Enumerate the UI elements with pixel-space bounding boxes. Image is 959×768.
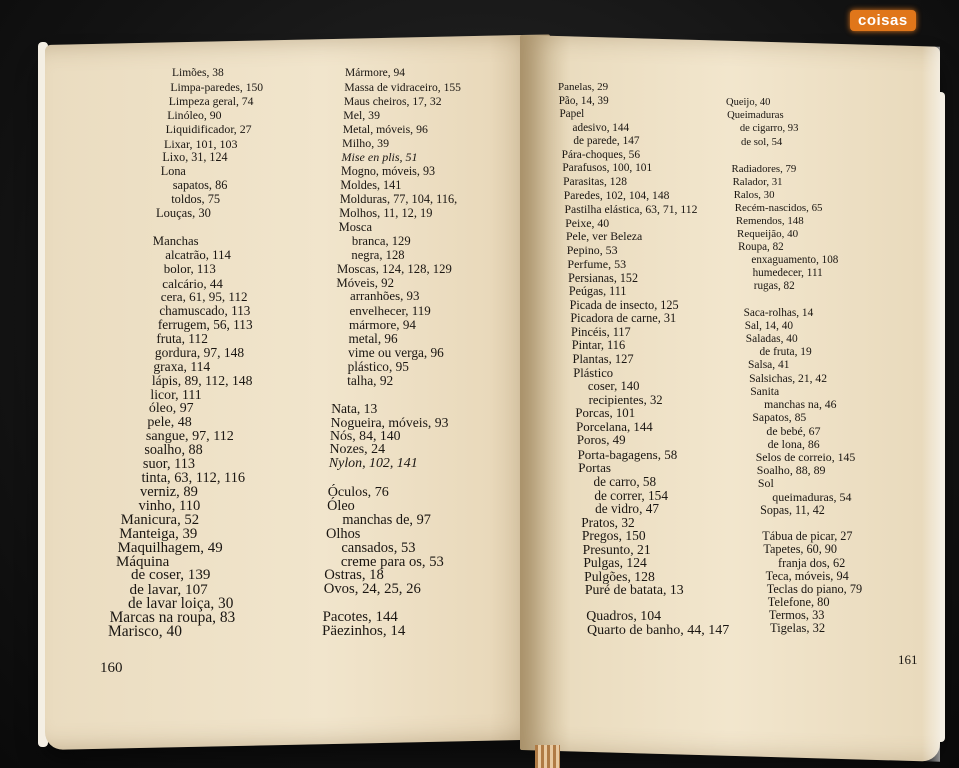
index-entry: adesivo, 144 xyxy=(572,121,630,134)
index-entry: Louças, 30 xyxy=(156,206,211,220)
index-entry: Mosca xyxy=(338,219,372,234)
index-entry: Plástico xyxy=(573,365,614,380)
index-entry: Molhos, 11, 12, 19 xyxy=(339,206,433,220)
index-entry: vinho, 110 xyxy=(138,497,201,514)
index-entry: Nós, 84, 140 xyxy=(330,428,401,444)
index-entry: mármore, 94 xyxy=(349,317,416,333)
index-entry: Milho, 39 xyxy=(342,135,390,150)
index-entry: Liquidificador, 27 xyxy=(165,121,252,136)
index-entry: Lixo, 31, 124 xyxy=(162,150,228,165)
index-entry: Saca-rolhas, 14 xyxy=(743,306,814,319)
index-entry: Maquilhagem, 49 xyxy=(117,539,223,556)
index-entry: manchas na, 46 xyxy=(764,398,837,412)
index-entry: queimaduras, 54 xyxy=(772,490,852,504)
index-entry: licor, 111 xyxy=(150,386,202,402)
index-entry: Quadros, 104 xyxy=(586,609,662,625)
index-entry: coser, 140 xyxy=(587,379,640,394)
index-entry: talha, 92 xyxy=(347,372,394,388)
index-entry: Massa de vidraceiro, 155 xyxy=(344,80,461,94)
index-entry: lápis, 89, 112, 148 xyxy=(151,372,253,388)
index-entry: Moldes, 141 xyxy=(340,178,402,193)
index-entry: Salsichas, 21, 42 xyxy=(749,372,828,386)
index-entry: Ovos, 24, 25, 26 xyxy=(323,581,421,598)
index-entry: Papel xyxy=(559,108,585,121)
index-entry: Manteiga, 39 xyxy=(119,525,198,542)
index-entry: ferrugem, 56, 113 xyxy=(157,317,253,333)
index-entry: suor, 113 xyxy=(142,456,196,473)
index-entry: recipientes, 32 xyxy=(588,392,663,407)
index-entry: Nata, 13 xyxy=(331,400,378,416)
index-entry: Sal, 14, 40 xyxy=(744,319,794,332)
index-entry: Porcas, 101 xyxy=(575,406,636,421)
index-entry: Porta-bagagens, 58 xyxy=(577,446,678,462)
index-entry: Maus cheiros, 17, 32 xyxy=(343,94,442,108)
index-entry: Marcas na roupa, 83 xyxy=(109,609,236,627)
index-entry: Pintar, 116 xyxy=(571,338,626,353)
index-entry: Mel, 39 xyxy=(343,107,380,122)
index-entry: de vidro, 47 xyxy=(595,501,660,517)
index-entry: cansados, 53 xyxy=(341,539,416,556)
index-entry: Roupa, 82 xyxy=(738,241,784,254)
index-entry: sapatos, 86 xyxy=(172,178,228,193)
index-entry: Requeijão, 40 xyxy=(737,228,799,240)
index-entry: Metal, móveis, 96 xyxy=(342,121,428,136)
index-entry: calcário, 44 xyxy=(162,275,223,291)
index-entry: de correr, 154 xyxy=(594,487,668,503)
index-entry: Lixar, 101, 103 xyxy=(164,136,238,151)
index-entry: metal, 96 xyxy=(348,331,398,347)
index-entry: de lona, 86 xyxy=(767,436,820,451)
index-entry: Presunto, 21 xyxy=(582,541,651,557)
index-entry: manchas de, 97 xyxy=(342,511,431,528)
index-entry: Sol xyxy=(757,475,774,490)
index-entry: gordura, 97, 148 xyxy=(154,345,245,360)
index-entry: Parafusos, 100, 101 xyxy=(562,162,653,175)
index-entry: Teclas do piano, 79 xyxy=(766,581,863,596)
book-spine-binding xyxy=(535,745,560,768)
index-entry: sangue, 97, 112 xyxy=(145,428,234,445)
index-entry: de fruta, 19 xyxy=(759,345,812,358)
index-entry: graxa, 114 xyxy=(153,358,211,374)
index-entry: Manchas xyxy=(152,233,199,248)
index-entry: Óculos, 76 xyxy=(327,484,389,500)
index-entry: Queijo, 40 xyxy=(726,97,771,108)
index-entry: Selos de correio, 145 xyxy=(755,449,856,464)
index-entry: Pepino, 53 xyxy=(566,242,618,257)
index-entry: Picada de insecto, 125 xyxy=(569,297,679,312)
index-entry: Teca, móveis, 94 xyxy=(765,568,849,583)
index-entry: fruta, 112 xyxy=(156,331,208,347)
index-entry: Pão, 14, 39 xyxy=(558,94,609,107)
index-entry: de cigarro, 93 xyxy=(739,123,799,135)
left-page xyxy=(45,34,550,750)
index-entry: de coser, 139 xyxy=(131,567,211,584)
index-entry: Molduras, 77, 104, 116, xyxy=(339,192,458,207)
index-entry: de carro, 58 xyxy=(593,473,657,489)
index-entry: toldos, 75 xyxy=(171,192,221,207)
index-entry: Pratos, 32 xyxy=(581,514,635,530)
index-entry: Peúgas, 111 xyxy=(568,284,627,299)
index-entry: Nozes, 24 xyxy=(329,442,386,458)
index-entry: Mise en plis, 51 xyxy=(341,150,418,165)
index-entry: rugas, 82 xyxy=(753,280,795,293)
index-entry: Pacotes, 144 xyxy=(322,609,398,626)
index-entry: Máquina xyxy=(116,553,170,570)
index-entry: soalho, 88 xyxy=(144,442,203,459)
index-entry: chamuscado, 113 xyxy=(159,303,251,319)
watermark-logo: coisas xyxy=(850,10,916,31)
index-entry: Nylon, 102, 141 xyxy=(328,456,418,472)
index-entry: tinta, 63, 112, 116 xyxy=(141,470,246,487)
index-entry: Sanita xyxy=(750,385,780,399)
index-entry: creme para os, 53 xyxy=(340,553,444,570)
index-entry: bolor, 113 xyxy=(163,261,216,276)
index-entry: Radiadores, 79 xyxy=(731,162,797,175)
index-entry: Nogueira, móveis, 93 xyxy=(330,414,449,430)
index-entry: Poros, 49 xyxy=(576,433,626,448)
index-entry: Tigelas, 32 xyxy=(770,621,826,635)
index-entry: Limpeza geral, 74 xyxy=(168,94,254,108)
index-entry: de lavar, 107 xyxy=(129,581,208,599)
right-page-number: 161 xyxy=(898,652,918,667)
index-entry: Picadora de carne, 31 xyxy=(570,311,677,326)
index-entry: Salsa, 41 xyxy=(748,359,790,371)
index-entry: Tapetes, 60, 90 xyxy=(763,542,837,557)
index-entry: negra, 128 xyxy=(351,247,405,262)
index-entry: humedecer, 111 xyxy=(752,267,823,280)
index-entry: Mármore, 94 xyxy=(345,67,406,79)
index-entry: Lona xyxy=(160,164,186,179)
index-entry: Pastilha elástica, 63, 71, 112 xyxy=(564,202,698,216)
index-entry: de sol, 54 xyxy=(741,136,783,149)
index-entry: Remendos, 148 xyxy=(735,214,804,227)
index-entry: Limões, 38 xyxy=(172,67,224,79)
index-entry: Pára-choques, 56 xyxy=(561,148,641,161)
index-entry: Tábua de picar, 27 xyxy=(762,529,853,544)
index-entry: Queimaduras xyxy=(727,110,784,122)
index-entry: Paredes, 102, 104, 148 xyxy=(563,189,670,203)
index-entry: Saladas, 40 xyxy=(745,332,798,345)
index-entry: Ostras, 18 xyxy=(324,567,384,584)
index-entry: vime ou verga, 96 xyxy=(348,345,444,360)
index-entry: verniz, 89 xyxy=(139,484,198,500)
index-entry: enxaguamento, 108 xyxy=(751,254,839,267)
index-entry: óleo, 97 xyxy=(148,400,194,416)
index-entry: Päezinhos, 14 xyxy=(322,623,406,639)
index-entry: Moscas, 124, 128, 129 xyxy=(336,261,452,276)
index-entry: Recém-nascidos, 65 xyxy=(734,201,823,214)
index-entry: Porcelana, 144 xyxy=(576,419,653,434)
index-entry: de lavar loiça, 30 xyxy=(128,595,234,613)
index-entry: Linóleo, 90 xyxy=(167,107,222,122)
index-entry: Perfume, 53 xyxy=(567,257,627,272)
index-entry: de bebé, 67 xyxy=(766,423,821,438)
left-page-number: 160 xyxy=(100,660,123,676)
index-entry: arranhões, 93 xyxy=(349,289,420,304)
index-entry: Soalho, 88, 89 xyxy=(756,462,826,477)
index-entry: branca, 129 xyxy=(351,233,411,248)
index-entry: Portas xyxy=(578,460,612,476)
index-entry: Marisco, 40 xyxy=(108,623,183,640)
index-entry: franja dos, 62 xyxy=(777,555,846,570)
index-entry: Quarto de banho, 44, 147 xyxy=(587,623,730,638)
index-entry: Parasitas, 128 xyxy=(563,175,627,188)
index-entry: alcatrão, 114 xyxy=(165,247,231,262)
index-entry: Telefone, 80 xyxy=(767,594,830,609)
index-entry: Sopas, 11, 42 xyxy=(760,503,825,518)
index-entry: Mogno, móveis, 93 xyxy=(340,164,436,179)
index-entry: Peixe, 40 xyxy=(565,215,610,230)
index-entry: Puré de batata, 13 xyxy=(584,582,684,598)
index-entry: Olhos xyxy=(326,525,361,542)
index-entry: Manicura, 52 xyxy=(120,511,200,528)
index-entry: Limpa-paredes, 150 xyxy=(170,80,264,94)
index-entry: pele, 48 xyxy=(147,414,192,430)
index-entry: de parede, 147 xyxy=(573,135,640,148)
index-entry: Plantas, 127 xyxy=(572,352,634,366)
index-entry: plástico, 95 xyxy=(347,358,409,374)
index-entry: Ralos, 30 xyxy=(733,188,775,201)
index-entry: Pulgas, 124 xyxy=(583,555,647,571)
index-entry: cera, 61, 95, 112 xyxy=(160,289,248,305)
index-entry: Panelas, 29 xyxy=(558,81,609,93)
index-entry: Móveis, 92 xyxy=(336,275,394,290)
index-entry: envelhecer, 119 xyxy=(349,303,431,319)
index-entry: Termos, 33 xyxy=(768,607,825,622)
index-entry: Persianas, 152 xyxy=(568,270,639,285)
index-entry: Pele, ver Beleza xyxy=(565,229,643,244)
index-entry: Pincéis, 117 xyxy=(571,324,631,339)
index-entry: Pulgões, 128 xyxy=(584,568,655,584)
index-entry: Sapatos, 85 xyxy=(752,411,807,425)
index-entry: Pregos, 150 xyxy=(581,528,646,544)
index-entry: Óleo xyxy=(327,497,355,514)
index-entry: Ralador, 31 xyxy=(732,175,783,188)
